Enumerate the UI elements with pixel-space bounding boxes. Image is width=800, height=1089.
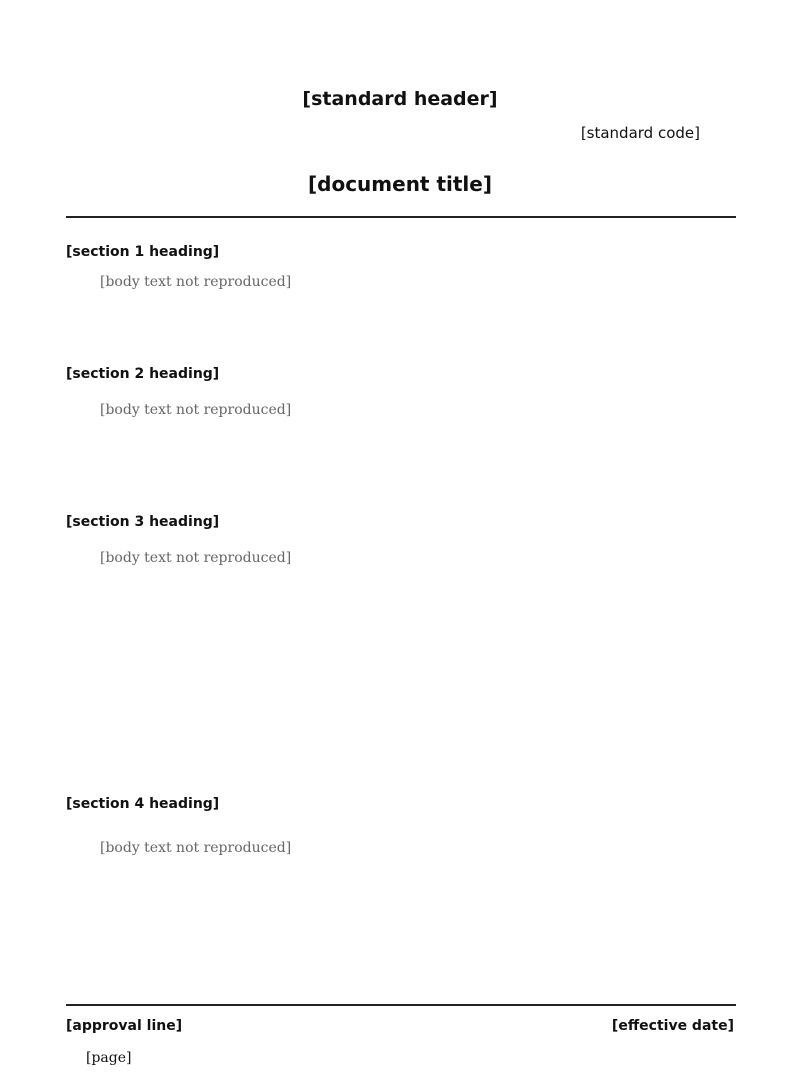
section-3-body: [body text not reproduced] bbox=[100, 550, 292, 566]
document-title: [document title] bbox=[308, 172, 492, 196]
page-number: [page] bbox=[86, 1050, 132, 1066]
section-2-body: [body text not reproduced] bbox=[100, 402, 292, 418]
standard-code: [standard code] bbox=[580, 124, 700, 142]
section-4-body: [body text not reproduced] bbox=[100, 840, 292, 856]
title-rule bbox=[66, 216, 736, 218]
section-1-heading: [section 1 heading] bbox=[66, 244, 220, 260]
effective-date: [effective date] bbox=[611, 1018, 734, 1034]
org-header: [standard header] bbox=[302, 88, 498, 110]
section-1-body: [body text not reproduced] bbox=[100, 274, 292, 290]
approval-line: [approval line] bbox=[66, 1018, 183, 1034]
section-4-heading: [section 4 heading] bbox=[66, 796, 220, 812]
section-2-heading: [section 2 heading] bbox=[66, 366, 220, 382]
footer-rule bbox=[66, 1004, 736, 1006]
section-3-heading: [section 3 heading] bbox=[66, 514, 220, 530]
